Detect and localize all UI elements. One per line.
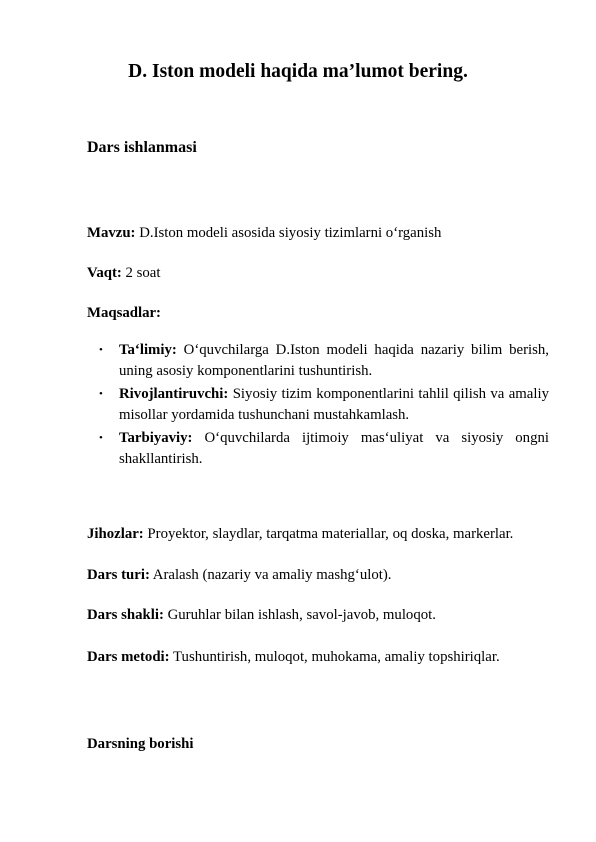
dars-turi-label: Dars turi:	[87, 567, 150, 583]
mavzu-line	[87, 223, 441, 243]
goal-text	[119, 428, 549, 470]
goal-label: Tarbiyaviy:	[119, 430, 193, 446]
vaqt-line	[87, 263, 160, 283]
darsning-borishi-label: Darsning borishi	[87, 736, 194, 752]
darsning-borishi-heading	[87, 734, 193, 754]
mavzu-label: Mavzu:	[87, 225, 136, 241]
mavzu-value: D.Iston modeli asosida siyosiy tizimlarni o‘rganish	[135, 225, 442, 241]
goal-label: Ta‘limiy:	[119, 342, 177, 358]
dars-metodi-label: Dars metodi:	[87, 649, 170, 665]
dars-turi-line	[87, 565, 391, 585]
dars-metodi-line	[87, 647, 500, 667]
document-title: D. Iston modeli haqida ma’lumot bering.	[128, 61, 468, 82]
bullet-icon: •	[99, 388, 103, 400]
jihozlar-label: Jihozlar:	[87, 526, 144, 542]
bullet-icon: •	[99, 432, 103, 444]
section-heading-dars-ishlanmasi: Dars ishlanmasi	[87, 139, 197, 156]
goal-body: O‘quvchilarga D.Iston modeli haqida nazariy bilim berish, uning asosiy komponentlarini tushuntirish.	[119, 342, 549, 379]
list-item	[87, 340, 549, 382]
dars-shakli-value: Guruhlar bilan ishlash, savol-javob, muloqot.	[163, 607, 436, 623]
jihozlar-line	[87, 524, 513, 544]
maqsadlar-line	[87, 303, 161, 323]
goal-body: O‘quvchilarda ijtimoiy mas‘uliyat va siyosiy ongni shakllantirish.	[119, 430, 549, 467]
dars-shakli-label: Dars shakli:	[87, 607, 164, 623]
dars-turi-value: Aralash (nazariy va amaliy mashg‘ulot).	[149, 567, 392, 583]
dars-shakli-line	[87, 605, 436, 625]
vaqt-value: 2 soat	[121, 265, 161, 281]
list-item	[87, 428, 549, 470]
goal-label: Rivojlantiruvchi:	[119, 386, 229, 402]
vaqt-label: Vaqt:	[87, 265, 122, 281]
jihozlar-value: Proyektor, slaydlar, tarqatma materiallar, oq doska, markerlar.	[143, 526, 514, 542]
list-item	[87, 384, 549, 426]
goals-list	[87, 340, 549, 470]
goal-text	[119, 384, 549, 426]
goal-text	[119, 340, 549, 382]
maqsadlar-label: Maqsadlar:	[87, 305, 161, 321]
bullet-icon: •	[99, 344, 103, 356]
dars-metodi-value: Tushuntirish, muloqot, muhokama, amaliy topshiriqlar.	[169, 649, 500, 665]
goal-body: Siyosiy tizim komponentlarini tahlil qilish va amaliy misollar yordamida tushunchani mustahkamlash.	[119, 386, 549, 423]
